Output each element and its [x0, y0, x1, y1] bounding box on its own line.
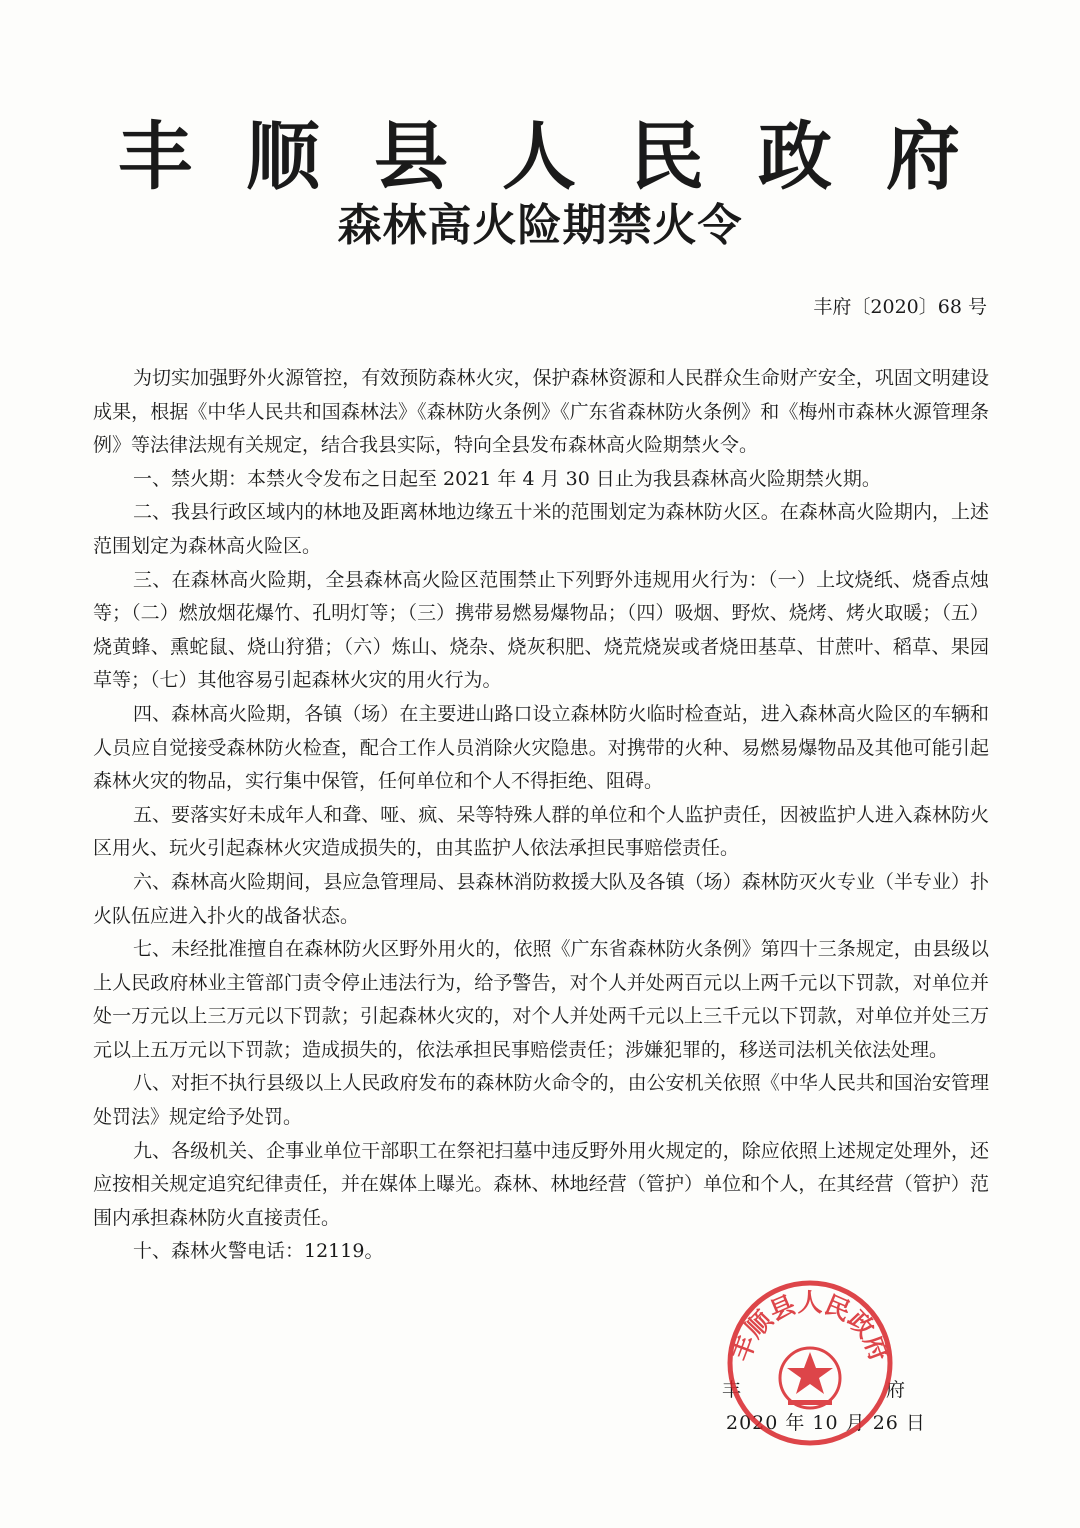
- seal-base: [788, 1400, 832, 1405]
- title-char: 丰: [118, 114, 192, 200]
- clause-paragraph: 十、森林火警电话：12119。: [133, 1240, 384, 1263]
- document-body: [93, 362, 989, 1269]
- title-char: 府: [886, 114, 960, 200]
- clause-paragraph: 五、要落实好未成年人和聋、哑、疯、呆等特殊人群的单位和个人监护责任，因被监护人进入森林防火区用火、玩火引起森林火灾造成损失的，由其监护人依法承担民事赔偿责任。: [93, 803, 989, 860]
- document-subtitle: 森林高火险期禁火令: [337, 200, 743, 251]
- signature-org-left: 丰: [722, 1379, 742, 1401]
- seal-star-icon: [787, 1352, 833, 1394]
- clause-paragraph: 二、我县行政区域内的林地及距离林地边缘五十米的范围划定为森林防火区。在森林高火险期内，上述范围划定为森林高火险区。: [93, 501, 989, 557]
- title-char: 县: [374, 114, 448, 200]
- title-char: 民: [630, 114, 704, 200]
- title-char: 顺: [246, 114, 320, 200]
- document-title: [0, 112, 1080, 202]
- clause-paragraph: 一、禁火期：本禁火令发布之日起至 2021 年 4 月 30 日止为我县森林高火险期禁火期。: [133, 467, 881, 490]
- signature-org-right: 府: [885, 1379, 905, 1401]
- official-seal-icon: [725, 1278, 895, 1448]
- document-number: 丰府〔2020〕68 号: [813, 296, 987, 318]
- clause-paragraph: 八、对拒不执行县级以上人民政府发布的森林防火命令的，由公安机关依照《中华人民共和国治安管理处罚法》规定给予处罚。: [93, 1072, 989, 1129]
- clause-paragraph: 四、森林高火险期，各镇（场）在主要进山路口设立森林防火临时检查站，进入森林高火险区的车辆和人员应自觉接受森林防火检查，配合工作人员消除火灾隐患。对携带的火种、易燃易爆物品及其他可能引起森林火灾的物品，实行集中保管，任何单位和个人不得拒绝、阻碍。: [93, 702, 989, 793]
- clause-paragraph: 七、未经批准擅自在森林防火区野外用火的，依照《广东省森林防火条例》第四十三条规定，由县级以上人民政府林业主管部门责令停止违法行为，给予警告，对个人并处两百元以上两千元以下罚款，对单位并处一万元以上三万元以下罚款；引起森林火灾的，对个人并处两千元以上三千元以下罚款，对单位并处三万元以上五万元以下罚款；造成损失的，依法承担民事赔偿责任；涉嫌犯罪的，移送司法机关依法处理。: [93, 938, 989, 1061]
- title-char: 人: [502, 114, 576, 200]
- seal-text: 丰顺县人民政府: [726, 1287, 894, 1366]
- clause-paragraph: 六、森林高火险期间，县应急管理局、县森林消防救援大队及各镇（场）森林防灭火专业（半专业）扑火队伍应进入扑火的战备状态。: [93, 870, 989, 927]
- clause-paragraph: 九、各级机关、企事业单位干部职工在祭祀扫墓中违反野外用火规定的，除应依照上述规定处理外，还应按相关规定追究纪律责任，并在媒体上曝光。森林、林地经营（管护）单位和个人，在其经营（管护）范围内承担森林防火直接责任。: [93, 1139, 989, 1229]
- signature-date: 2020 年 10 月 26 日: [726, 1412, 926, 1434]
- title-char: 政: [758, 114, 832, 200]
- clause-paragraph: 三、在森林高火险期，全县森林高火险区范围禁止下列野外违规用火行为：（一）上坟烧纸、烧香点烛等；（二）燃放烟花爆竹、孔明灯等；（三）携带易燃易爆物品；（四）吸烟、野炊、烧烤、烤火取暖；（五）烧黄蜂、熏蛇鼠、烧山狩猎；（六）炼山、烧杂、烧灰积肥、烧荒烧炭或者烧田基草、甘蔗叶、稻草、果园草等；（七）其他容易引起森林火灾的用火行为。: [93, 568, 989, 692]
- preamble-paragraph: 为切实加强野外火源管控，有效预防森林火灾，保护森林资源和人民群众生命财产安全，巩固文明建设成果，根据《中华人民共和国森林法》《森林防火条例》《广东省森林防火条例》和《梅州市森林火源管理条例》等法律法规有关规定，结合我县实际，特向全县发布森林高火险期禁火令。: [93, 367, 989, 457]
